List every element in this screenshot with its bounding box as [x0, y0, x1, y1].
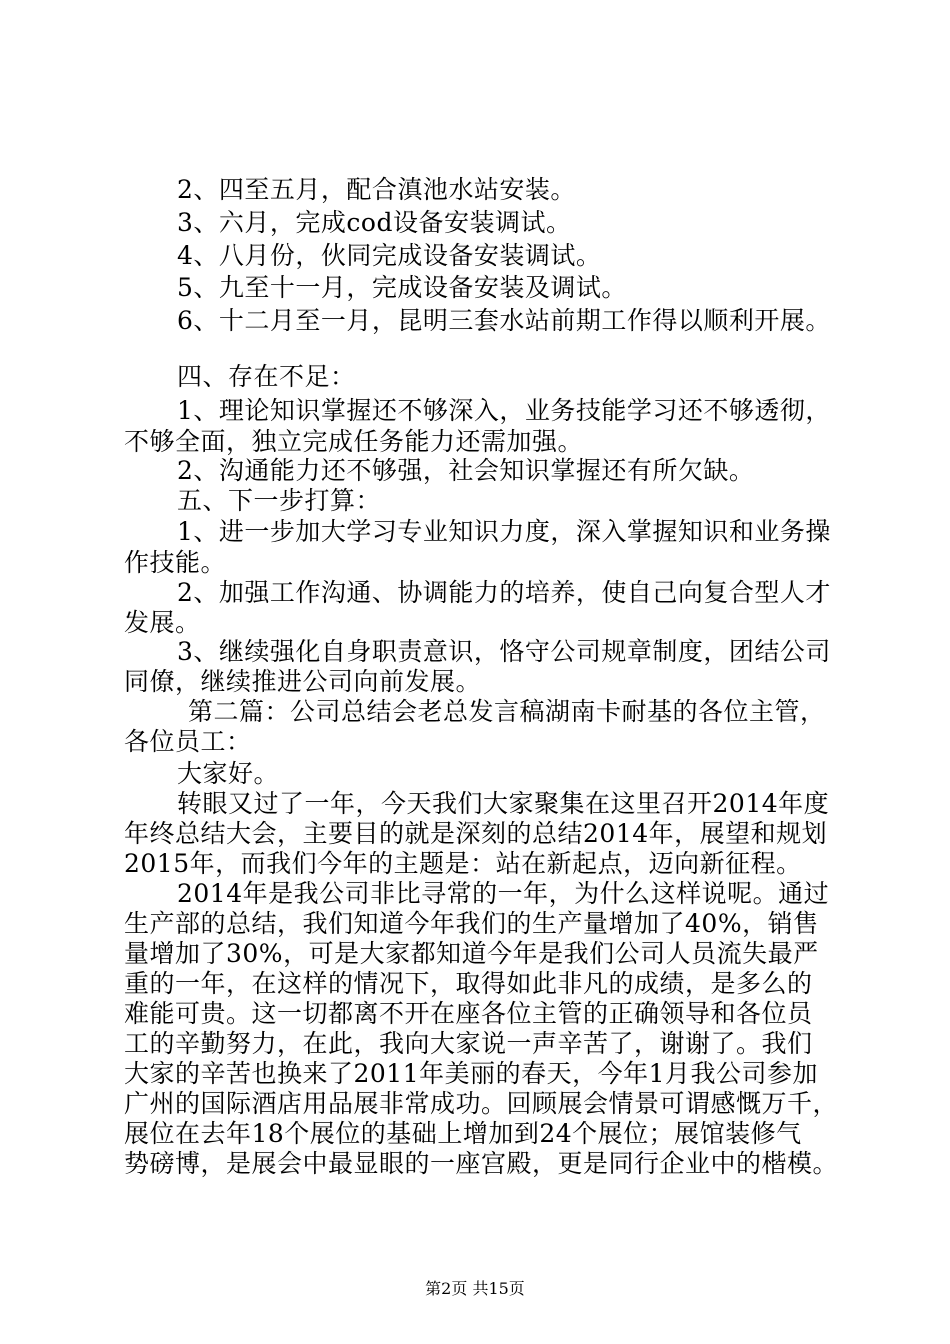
text-line: 不够全面，独立完成任务能力还需加强。: [124, 427, 584, 456]
section-heading: 四、存在不足：: [177, 362, 356, 391]
text-line: 工的辛勤努力，在此，我向大家说一声辛苦了，谢谢了。我们: [124, 1029, 813, 1058]
text-line: 3、六月，完成cod设备安装调试。: [177, 208, 572, 237]
text-line: 难能可贵。这一切都离不开在座各位主管的正确领导和各位员: [124, 999, 813, 1028]
text-line: 5、九至十一月，完成设备安装及调试。: [177, 273, 627, 302]
section-heading: 五、下一步打算：: [177, 486, 382, 515]
page-number-footer: 第2页 共15页: [425, 1279, 525, 1298]
text-line: 大家好。: [177, 759, 280, 788]
text-line: 同僚，继续推进公司向前发展。: [124, 667, 482, 696]
text-line: 6、十二月至一月，昆明三套水站前期工作得以顺利开展。: [177, 306, 831, 335]
text-line: 2015年，而我们今年的主题是：站在新起点，迈向新征程。: [124, 849, 802, 878]
text-line: 广州的国际酒店用品展非常成功。回顾展会情景可谓感慨万千，: [124, 1089, 839, 1118]
text-line: 2014年是我公司非比寻常的一年，为什么这样说呢。通过: [177, 879, 830, 908]
text-line: 量增加了30%，可是大家都知道今年是我们公司人员流失最严: [124, 939, 819, 968]
text-line: 2、沟通能力还不够强，社会知识掌握还有所欠缺。: [177, 456, 755, 485]
text-line: 大家的辛苦也换来了2011年美丽的春天，今年1月我公司参加: [124, 1059, 819, 1088]
text-line: 2、加强工作沟通、协调能力的培养，使自己向复合型人才: [177, 578, 831, 607]
text-line: 2、四至五月，配合滇池水站安装。: [177, 175, 576, 204]
chapter-heading: 第二篇：公司总结会老总发言稿湖南卡耐基的各位主管，: [188, 697, 826, 726]
text-line: 转眼又过了一年，今天我们大家聚集在这里召开2014年度: [177, 789, 830, 818]
text-line: 展位在去年18个展位的基础上增加到24个展位；展馆装修气: [124, 1119, 802, 1148]
text-line: 发展。: [124, 608, 201, 637]
text-line: 各位员工：: [124, 727, 252, 756]
text-line: 生产部的总结，我们知道今年我们的生产量增加了40%，销售: [124, 909, 819, 938]
text-line: 3、继续强化自身职责意识，恪守公司规章制度，团结公司: [177, 637, 831, 666]
text-line: 年终总结大会，主要目的就是深刻的总结2014年，展望和规划: [124, 819, 828, 848]
text-line: 势磅博，是展会中最显眼的一座宫殿，更是同行企业中的楷模。: [124, 1149, 839, 1178]
text-line: 作技能。: [124, 548, 227, 577]
text-line: 1、进一步加大学习专业知识力度，深入掌握知识和业务操: [177, 517, 831, 546]
text-line: 4、八月份，伙同完成设备安装调试。: [177, 241, 602, 270]
text-line: 重的一年，在这样的情况下，取得如此非凡的成绩，是多么的: [124, 969, 813, 998]
text-line: 1、理论知识掌握还不够深入，业务技能学习还不够透彻，: [177, 396, 831, 425]
